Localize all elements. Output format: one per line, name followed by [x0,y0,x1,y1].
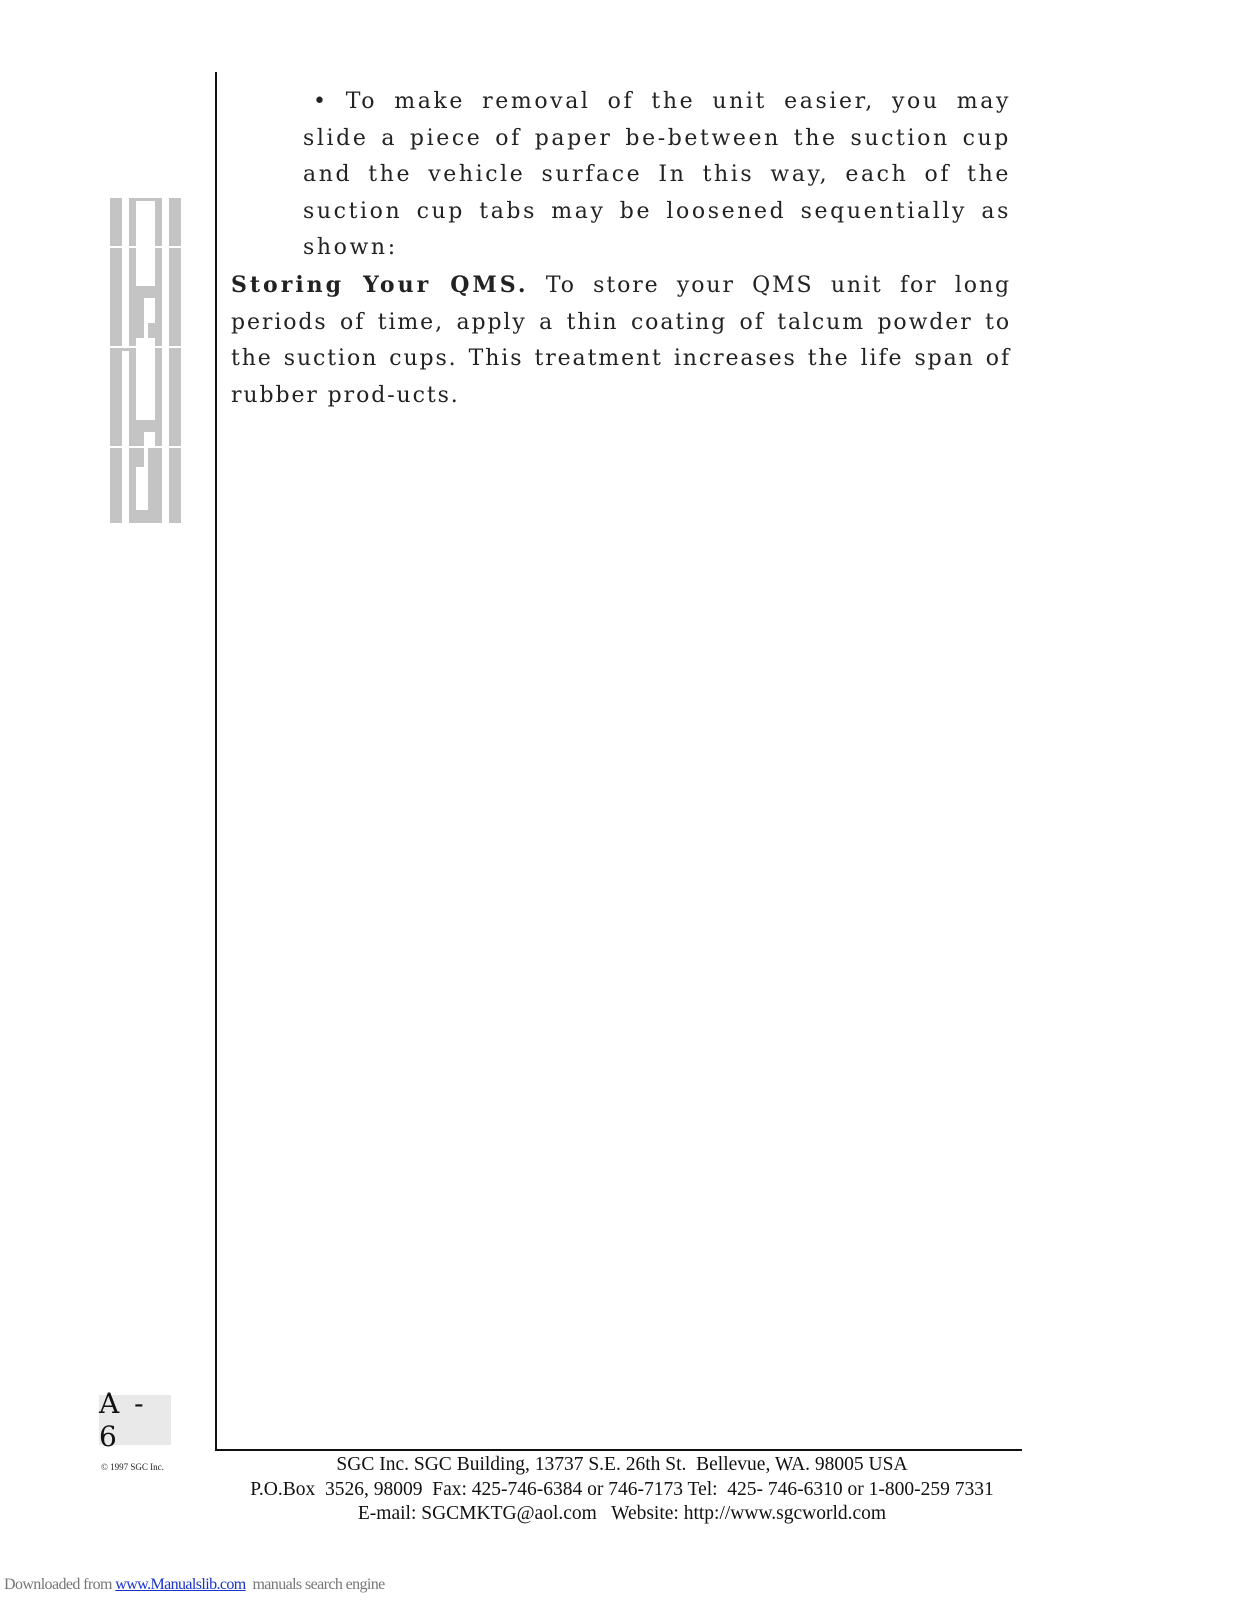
copyright-notice: © 1997 SGC Inc. [101,1462,164,1472]
bullet-paragraph [303,84,1011,267]
download-banner [4,1576,385,1594]
footer-address [222,1453,1022,1527]
footer-line-phone: P.O.Box 3526, 98009 Fax: 425-746-6384 or 746-7173 Tel: 425- 746-6310 or 1-800-259 7331 [250,1478,994,1500]
storing-paragraph [231,267,1011,414]
sgc-logo-icon [110,198,181,523]
manualslib-link[interactable]: www.Manualslib.com [115,1576,246,1593]
footer-rule [215,1449,1022,1451]
bullet-text: To make removal of the unit easier, you may slide a piece of paper be-between the suction cup and the vehicle surface In this way, each of the suction cup tabs may be loosened sequentially as shown: [303,89,1012,260]
storing-text: To store your QMS unit for long periods of time, apply a thin coating of talcum powder to the suction cups. This treatment increases the life span of rubber prod-ucts. [231,273,1011,408]
download-prefix: Downloaded from [4,1576,116,1593]
page-number: A - 6 [99,1395,171,1445]
download-suffix: manuals search engine [245,1576,385,1593]
bullet-glyph: • [313,89,329,114]
footer-line-email: E-mail: SGCMKTG@aol.com Website: http://www.sgcworld.com [357,1503,887,1524]
vertical-rule [215,72,217,1450]
footer-line-address: SGC Inc. SGC Building, 13737 S.E. 26th St. Bellevue, WA. 98005 USA [336,1454,908,1475]
storing-heading: Storing Your QMS. [231,272,529,298]
